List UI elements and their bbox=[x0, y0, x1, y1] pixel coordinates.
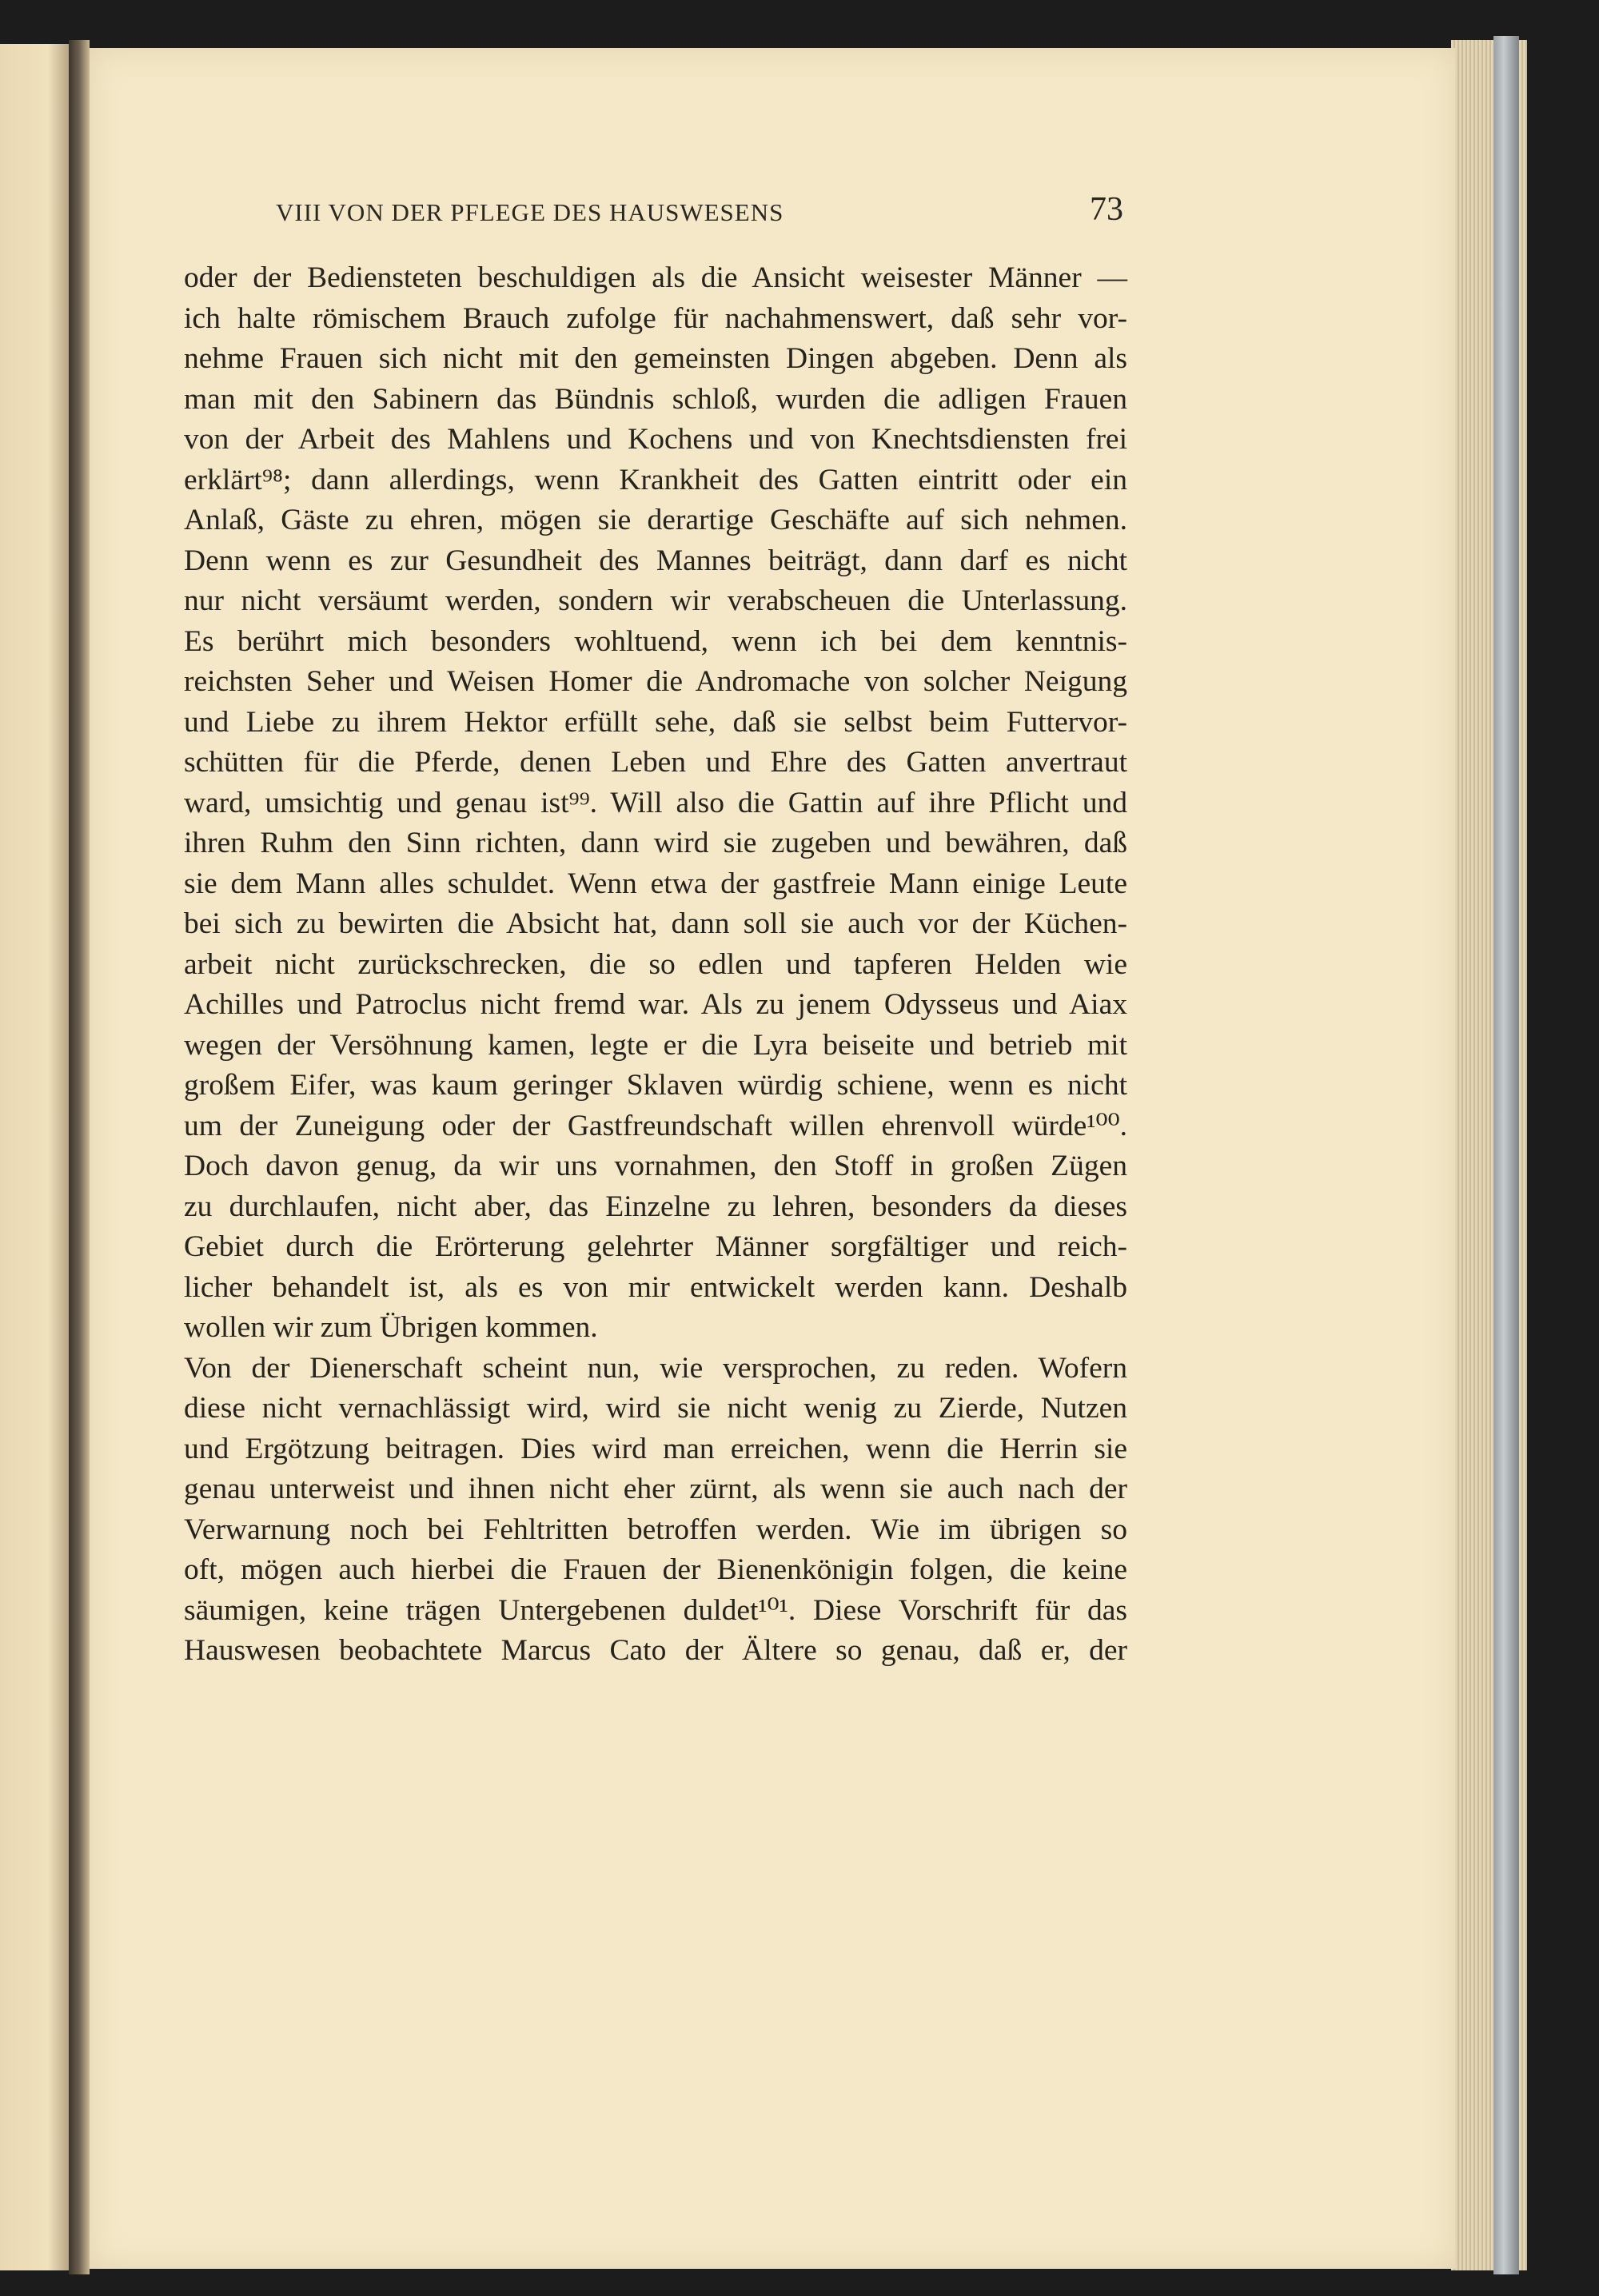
text-line: licher behandelt ist, als es von mir entwickelt werden kann. Deshalb bbox=[184, 1270, 1127, 1304]
book-cover-edge bbox=[1493, 36, 1519, 2274]
text-line: ich halte römischem Brauch zufolge für nachahmenswert, daß sehr vor- bbox=[184, 301, 1127, 335]
text-line: erklärt⁹⁸; dann allerdings, wenn Krankheit des Gatten eintritt oder ein bbox=[184, 463, 1127, 496]
text-line: ihren Ruhm den Sinn richten, dann wird sie zugeben und bewähren, daß bbox=[184, 827, 1127, 859]
text-line: säumigen, keine trägen Untergebenen duldet¹⁰¹. Diese Vorschrift für das bbox=[184, 1593, 1127, 1627]
facing-page-edge bbox=[0, 44, 69, 2270]
text-line: Es berührt mich besonders wohltuend, wenn ich bei dem kenntnis- bbox=[184, 624, 1127, 658]
text-line: ward, umsichtig und genau ist⁹⁹. Will also die Gattin auf ihre Pflicht und bbox=[184, 786, 1127, 819]
text-line: Von der Dienerschaft scheint nun, wie versprochen, zu reden. Wofern bbox=[184, 1351, 1127, 1385]
text-line: Hauswesen beobachtete Marcus Cato der Ältere so genau, daß er, der bbox=[184, 1634, 1127, 1667]
text-line: großem Eifer, was kaum geringer Sklaven würdig schiene, wenn es nicht bbox=[184, 1069, 1127, 1102]
text-line: von der Arbeit des Mahlens und Kochens und von Knechtsdiensten frei bbox=[184, 423, 1127, 456]
text-line: bei sich zu bewirten die Absicht hat, dann soll sie auch vor der Küchen- bbox=[184, 907, 1127, 940]
text-line: wollen wir zum Übrigen kommen. bbox=[184, 1311, 598, 1344]
text-line: Gebiet durch die Erörterung gelehrter Männer sorgfältiger und reich- bbox=[184, 1230, 1127, 1263]
text-line: nur nicht versäumt werden, sondern wir verabscheuen die Unterlassung. bbox=[184, 584, 1127, 617]
text-line: schütten für die Pferde, denen Leben und Ehre des Gatten anvertraut bbox=[184, 746, 1127, 779]
text-line: Achilles und Patroclus nicht fremd war. Als zu jenem Odysseus und Aiax bbox=[184, 988, 1127, 1021]
text-line: Anlaß, Gäste zu ehren, mögen sie derartige Geschäfte auf sich nehmen. bbox=[184, 504, 1127, 536]
text-line: zu durchlaufen, nicht aber, das Einzelne zu lehren, besonders da dieses bbox=[184, 1190, 1127, 1223]
text-line: sie dem Mann alles schuldet. Wenn etwa der gastfreie Mann einige Leute bbox=[184, 867, 1127, 900]
body-text bbox=[184, 258, 1127, 1672]
text-line: arbeit nicht zurückschrecken, die so edlen und tapferen Helden wie bbox=[184, 947, 1127, 981]
text-line: wegen der Versöhnung kamen, legte er die Lyra beiseite und betrieb mit bbox=[184, 1028, 1127, 1062]
text-line: man mit den Sabinern das Bündnis schloß, wurden die adligen Frauen bbox=[184, 382, 1127, 416]
chapter-title: VIII VON DER PFLEGE DES HAUSWESENS bbox=[276, 198, 784, 226]
text-line: um der Zuneigung oder der Gastfreundschaft willen ehrenvoll würde¹⁰⁰. bbox=[184, 1109, 1127, 1142]
text-line: und Ergötzung beitragen. Dies wird man erreichen, wenn die Herrin sie bbox=[184, 1432, 1127, 1465]
text-line: oder der Bediensteten beschuldigen als die Ansicht weisester Männer — bbox=[184, 261, 1127, 294]
running-head bbox=[276, 190, 1123, 238]
text-line: diese nicht vernachlässigt wird, wird sie nicht wenig zu Zierde, Nutzen bbox=[184, 1392, 1127, 1425]
text-line: oft, mögen auch hierbei die Frauen der Bienenkönigin folgen, die keine bbox=[184, 1553, 1127, 1586]
book-gutter bbox=[69, 40, 90, 2274]
page-number: 73 bbox=[1090, 191, 1123, 228]
text-line: Denn wenn es zur Gesundheit des Mannes beiträgt, dann darf es nicht bbox=[184, 544, 1127, 577]
text-line: Doch davon genug, da wir uns vornahmen, den Stoff in großen Zügen bbox=[184, 1150, 1127, 1182]
text-line: genau unterweist und ihnen nicht eher zürnt, als wenn sie auch nach der bbox=[184, 1473, 1127, 1505]
text-line: nehme Frauen sich nicht mit den gemeinsten Dingen abgeben. Denn als bbox=[184, 342, 1127, 375]
text-line: Verwarnung noch bei Fehltritten betroffen werden. Wie im übrigen so bbox=[184, 1513, 1127, 1546]
text-line: und Liebe zu ihrem Hektor erfüllt sehe, daß sie selbst beim Futtervor- bbox=[184, 705, 1127, 739]
text-line: reichsten Seher und Weisen Homer die Andromache von solcher Neigung bbox=[184, 665, 1127, 698]
